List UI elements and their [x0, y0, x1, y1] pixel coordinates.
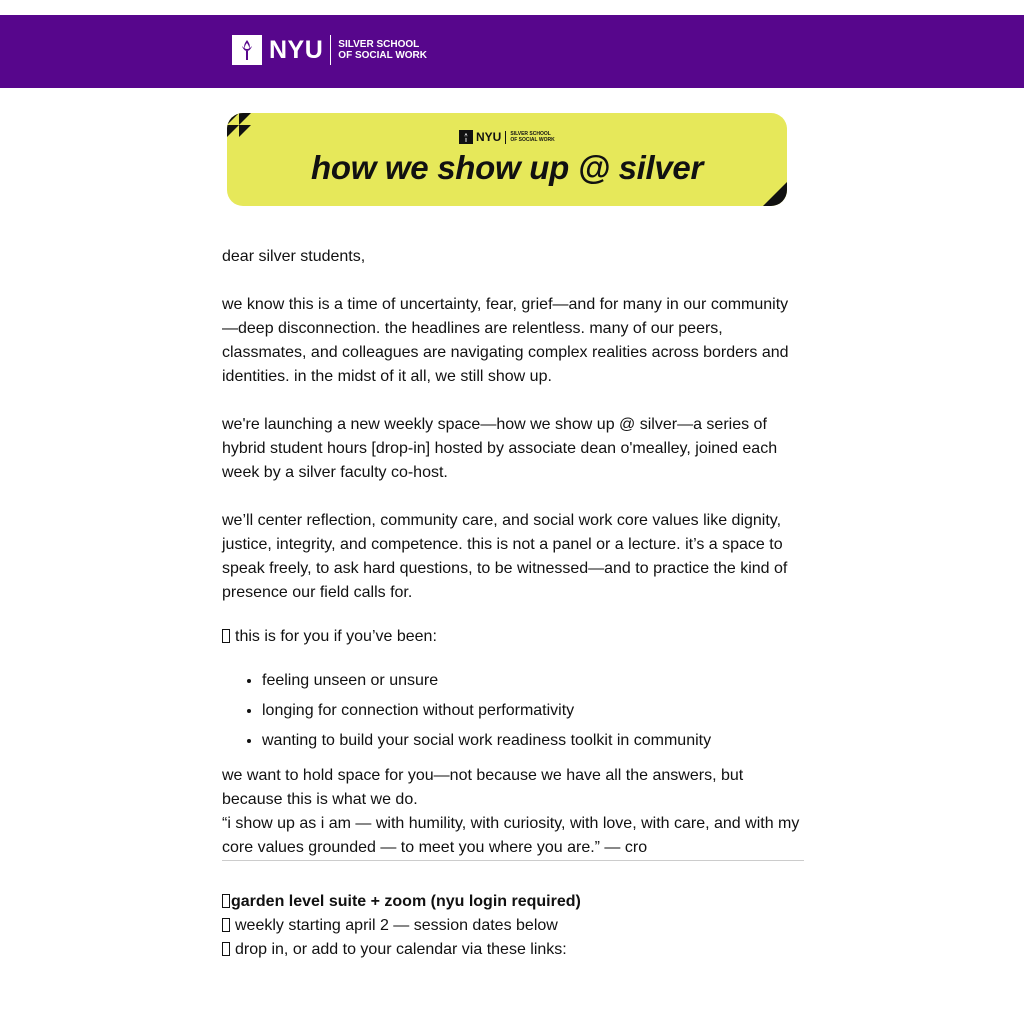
banner-logo — [459, 130, 555, 144]
nyu-silver-logo[interactable] — [232, 35, 427, 65]
logo-divider — [330, 35, 331, 65]
nyu-torch-icon — [459, 130, 473, 144]
closing-paragraph: we want to hold space for you—not because we have all the answers, but because this is what we do. — [222, 767, 744, 808]
nyu-wordmark: NYU — [269, 35, 324, 64]
banner-nyu-wordmark: NYU — [476, 130, 502, 144]
letter-body — [222, 245, 804, 962]
banner-logo-divider — [505, 131, 506, 144]
paragraph-3: we’ll center reflection, community care, and social work core values like dignity, justice, integrity, and competence. this is not a panel or a lecture. it’s a space to speak freely, to ask hard questions, to be witnessed—and to practice the kind of presence our field calls for. — [222, 512, 788, 601]
list-item: • longing for connection without performativity — [262, 699, 804, 723]
for-you-intro-text: this is for you if you’ve been: — [235, 628, 437, 645]
quote-block: “i show up as i am — with humility, with curiosity, with love, with care, and with my core values grounded — to meet you where you are.” — cro — [222, 815, 800, 856]
calendar-text: drop in, or add to your calendar via these links: — [235, 941, 567, 958]
missing-glyph-icon — [222, 918, 230, 932]
calendar-line — [222, 938, 804, 962]
banner-school-line1: SILVER SCHOOL — [510, 131, 551, 137]
school-name-line2: OF SOCIAL WORK — [338, 50, 427, 61]
event-banner — [227, 113, 787, 206]
divider — [222, 860, 804, 861]
banner-school-name — [510, 131, 554, 143]
banner-title: how we show up @ silver — [310, 149, 704, 186]
schedule-line — [222, 914, 804, 938]
schedule-text: weekly starting april 2 — session dates below — [235, 917, 558, 934]
school-name-line1: SILVER SCHOOL — [338, 39, 420, 50]
missing-glyph-icon — [222, 942, 230, 956]
paragraph-2: we're launching a new weekly space—how we show up @ silver—a series of hybrid student hours [drop-in] hosted by associate dean o'mealley, joined each week by a silver faculty co-host. — [222, 416, 778, 481]
for-you-intro — [222, 625, 804, 649]
list-item: • feeling unseen or unsure — [262, 669, 804, 693]
header-bar — [0, 15, 1024, 88]
event-details — [222, 890, 804, 962]
for-you-list — [222, 669, 804, 753]
missing-glyph-icon — [222, 894, 230, 908]
nyu-torch-icon — [232, 35, 262, 65]
location-text: garden level suite + zoom (nyu login required) — [231, 893, 581, 910]
location-line — [222, 890, 804, 914]
list-item: • wanting to build your social work readiness toolkit in community — [262, 729, 804, 753]
greeting: dear silver students, — [222, 248, 366, 265]
missing-glyph-icon — [222, 629, 230, 643]
school-name — [338, 39, 427, 61]
paragraph-1: we know this is a time of uncertainty, fear, grief—and for many in our community—deep disconnection. the headlines are relentless. many of our peers, classmates, and colleagues are navigating complex realities across borders and identities. in the midst of it all, we still show up. — [222, 296, 789, 385]
banner-school-line2: OF SOCIAL WORK — [510, 137, 555, 143]
corner-triangles-icon — [227, 113, 251, 137]
